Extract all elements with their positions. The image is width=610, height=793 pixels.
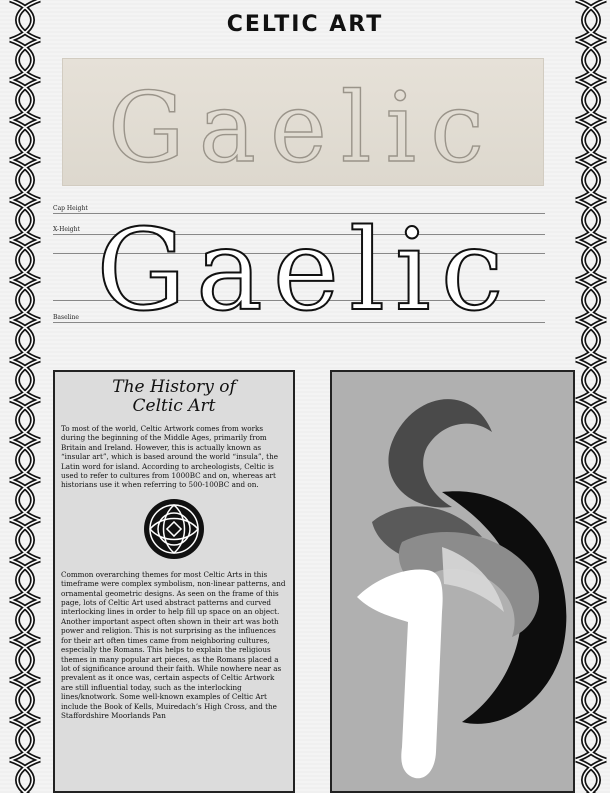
outline-word: Gaelic	[96, 206, 514, 325]
cap-height-label: Cap Height	[53, 205, 88, 212]
history-heading-line2: Celtic Art	[132, 396, 216, 416]
page-title: CELTIC ART	[226, 12, 384, 37]
abstract-letter-art	[330, 370, 575, 793]
history-panel	[53, 370, 295, 793]
history-paragraph-1: To most of the world, Celtic Artwork comes from works during the beginning of the Middle Ages, primarily from Britain and Ireland. However, this is actually known as “insular art”, which is based around the world “insula”, the Latin word for island. According to archeologists, Celtic is used to refer to cultures from 1000BC and on, whereas art historians use it when referring to 500-100BC and on.	[61, 424, 278, 490]
history-heading	[55, 378, 293, 416]
history-paragraph-2: Common overarching themes for most Celtic Arts in this timeframe were complex symbolism, non-linear patterns, and ornamental geometric designs. As seen on the frame of this page, lots of Celtic Art used abstract patterns and curved interlocking lines in order to help fill up space on an object. Another important aspect often shown in their art was both power and religion. This is not surprising as the influences for their art often times came from neighboring cultures, especially the Romans. This helps to explain the religious themes in many popular art pieces, as the Romans placed a lot of significance around their faith. While nowhere near as prevalent as it once was, certain aspects of Celtic Artwork are still influential today, such as the interlocking lines/knotwork. Some well-known examples of Celtic Art include the Book of Kells, Muiredach’s High Cross, and the Staffordshire Moorlands Pan	[61, 569, 286, 720]
knotwork-border-right	[572, 0, 610, 793]
outline-lettering	[60, 205, 550, 325]
baseline-label: Baseline	[53, 314, 79, 321]
sketch-photo	[62, 58, 544, 186]
knotwork-border-left	[6, 0, 44, 793]
celtic-knot-icon	[143, 498, 205, 560]
history-heading-line1: The History of	[112, 377, 236, 397]
x-height-label: X-Height	[53, 226, 80, 233]
sketch-word: Gaelic	[108, 72, 498, 184]
